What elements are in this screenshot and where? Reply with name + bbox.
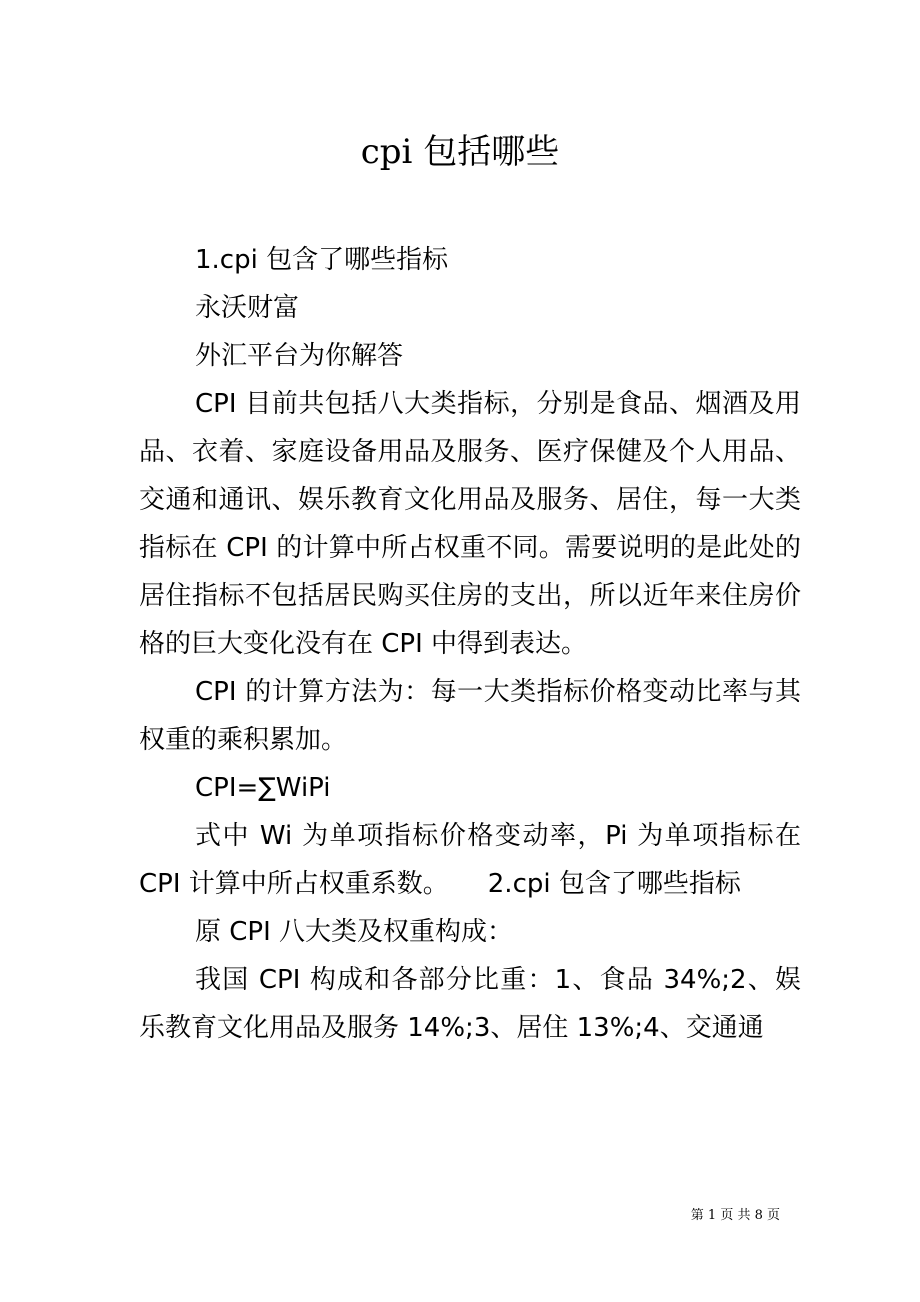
- paragraph-8: 原 CPI 八大类及权重构成：: [195, 917, 514, 947]
- paragraph-3: 外汇平台为你解答: [195, 341, 404, 371]
- page-footer: 第 1 页 共 8 页: [690, 1208, 780, 1223]
- paragraph-7: 式中 Wi 为单项指标价格变动率，Pi 为单项指标在 CPI 计算中所占权重系数。 2.cpi 包含了哪些指标: [139, 821, 810, 899]
- paragraph-2: 永沃财富: [195, 293, 300, 323]
- document-body: [139, 236, 810, 1052]
- paragraph-9: 我国 CPI 构成和各部分比重：1、食品 34%;2、娱乐教育文化用品及服务 14%;3、居住 13%;4、交通通: [139, 965, 801, 1043]
- document-title: cpi 包括哪些: [360, 132, 560, 172]
- paragraph-4: CPI 目前共包括八大类指标，分别是食品、烟酒及用品、衣着、家庭设备用品及服务、医疗保健及个人用品、交通和通讯、娱乐教育文化用品及服务、居住，每一大类指标在 CPI 的计算中所占权重不同。需要说明的是此处的居住指标不包括居民购买住房的支出，所以近年来住房价格的巨大变化没有在 CPI 中得到表达。: [139, 389, 801, 659]
- paragraph-5: CPI 的计算方法为：每一大类指标价格变动比率与其权重的乘积累加。: [139, 677, 801, 755]
- paragraph-1: 1.cpi 包含了哪些指标: [195, 245, 449, 275]
- paragraph-6: CPI=∑WiPi: [195, 773, 331, 803]
